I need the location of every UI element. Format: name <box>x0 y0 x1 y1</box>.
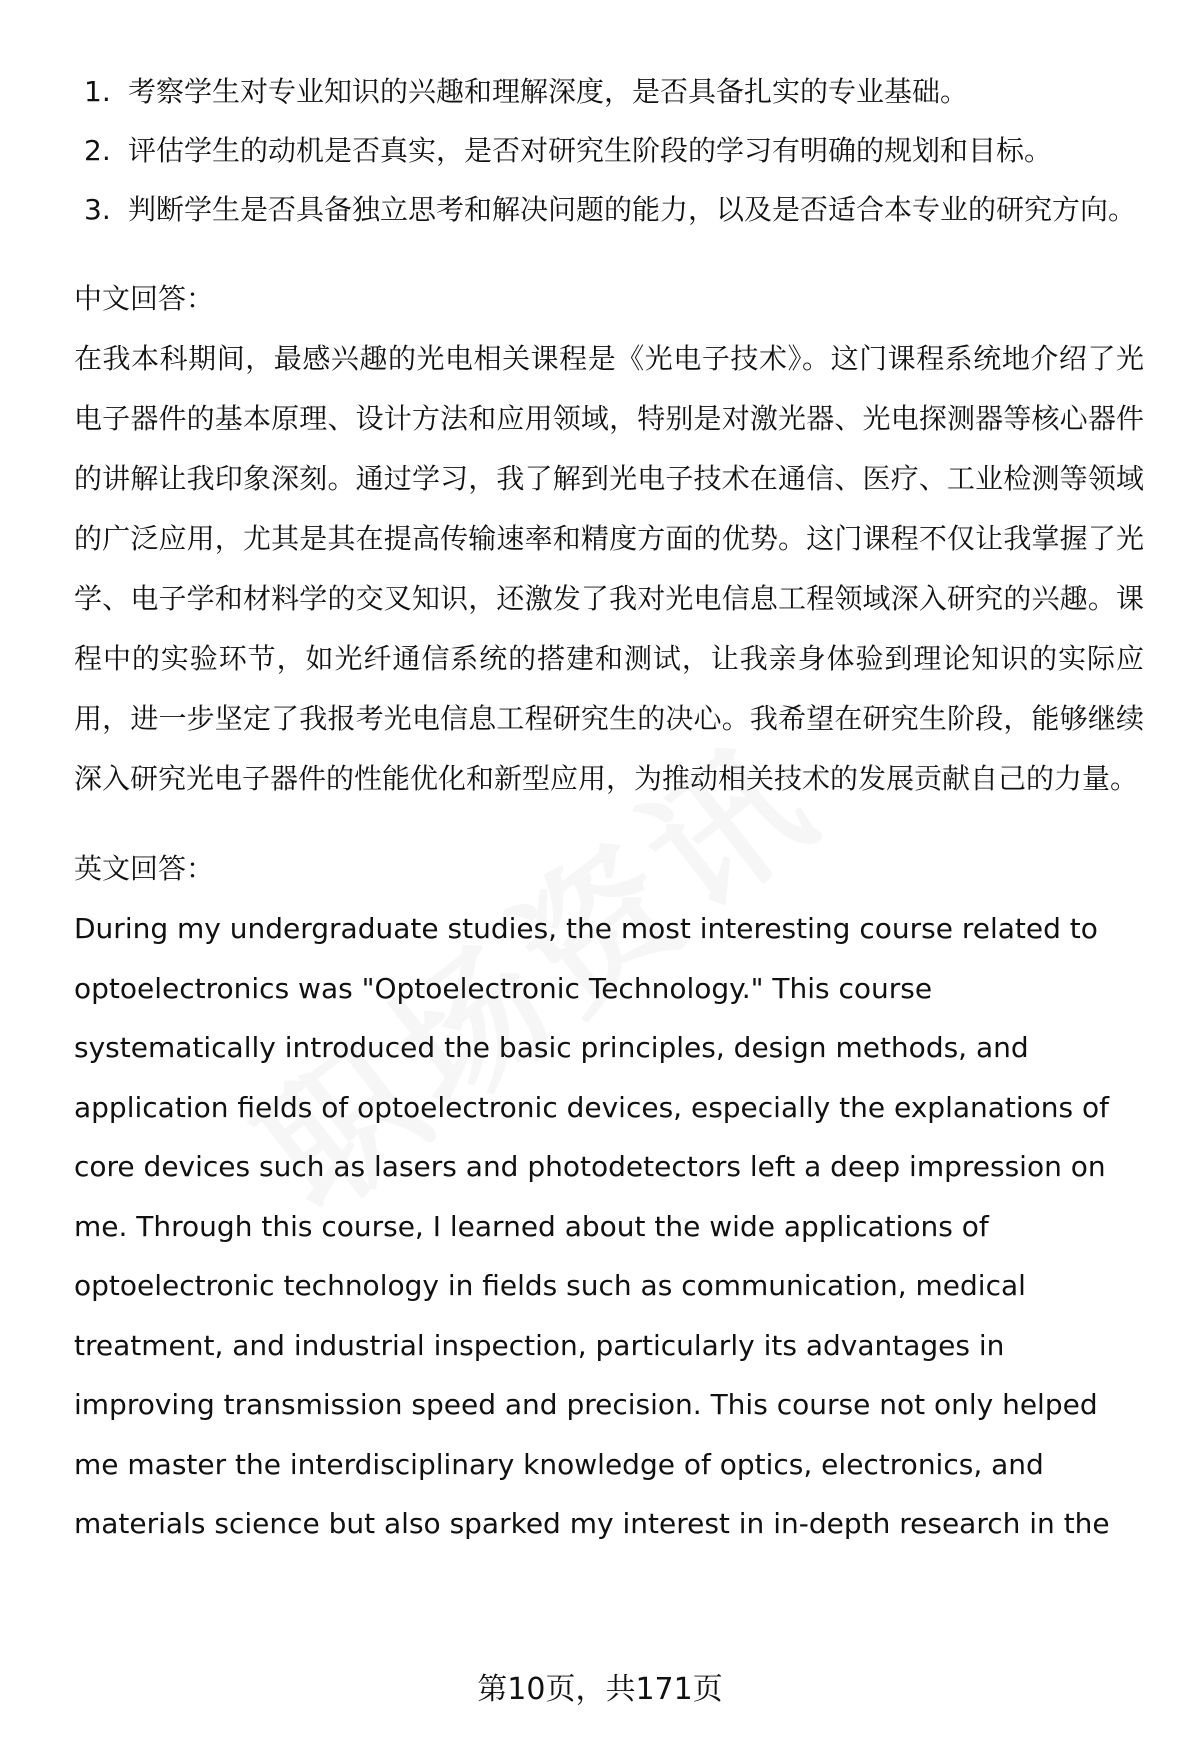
english-answer-label: 英文回答： <box>74 852 215 885</box>
chinese-answer-label: 中文回答： <box>74 282 215 315</box>
list-item-text: 考察学生对专业知识的兴趣和理解深度，是否具备扎实的专业基础。 <box>128 75 969 108</box>
list-item-number: 3. <box>84 193 111 226</box>
list-item-number: 2. <box>84 134 111 167</box>
chinese-answer-paragraph: 在我本科期间，最感兴趣的光电相关课程是《光电子技术》。这门课程系统地介绍了光电子器件的基本原理、设计方法和应用领域，特别是对激光器、光电探测器等核心器件的讲解让我印象深刻。通过学习，我了解到光电子技术在通信、医疗、工业检测等领域的广泛应用，尤其是其在提高传输速率和精度方面的优势。这门课程不仅让我掌握了光学、电子学和材料学的交叉知识，还激发了我对光电信息工程领域深入研究的兴趣。课程中的实验环节，如光纤通信系统的搭建和测试，让我亲身体验到理论知识的实际应用，进一步坚定了我报考光电信息工程研究生的决心。我希望在研究生阶段，能够继续深入研究光电子器件的性能优化和新型应用，为推动相关技术的发展贡献自己的力量。 <box>74 342 1144 795</box>
list-item <box>74 180 1144 239</box>
list-item-text: 评估学生的动机是否真实，是否对研究生阶段的学习有明确的规划和目标。 <box>128 134 1053 167</box>
english-answer-paragraph: During my undergraduate studies, the most interesting course related to optoelectronics was "Optoelectronic Technology." This course systematically introduced the basic principles, design methods, and application fields of optoelectronic devices, especially the explanations of core devices such as lasers and photodetectors left a deep impression on me. Through this course, I learned about the wide applications of optoelectronic technology in fields such as communication, medical treatment, and industrial inspection, particularly its advantages in improving transmission speed and precision. This course not only helped me master the interdisciplinary knowledge of optics, electronics, and materials science but also sparked my interest in in-depth research in the <box>74 912 1110 1540</box>
list-item-number: 1. <box>84 75 111 108</box>
list-item <box>74 121 1144 180</box>
page-number-footer: 第10页，共171页 <box>477 1672 723 1707</box>
objectives-list <box>74 62 1144 239</box>
list-item-text: 判断学生是否具备独立思考和解决问题的能力，以及是否适合本专业的研究方向。 <box>128 193 1137 226</box>
list-item <box>74 62 1144 121</box>
page-content <box>74 62 1144 1554</box>
